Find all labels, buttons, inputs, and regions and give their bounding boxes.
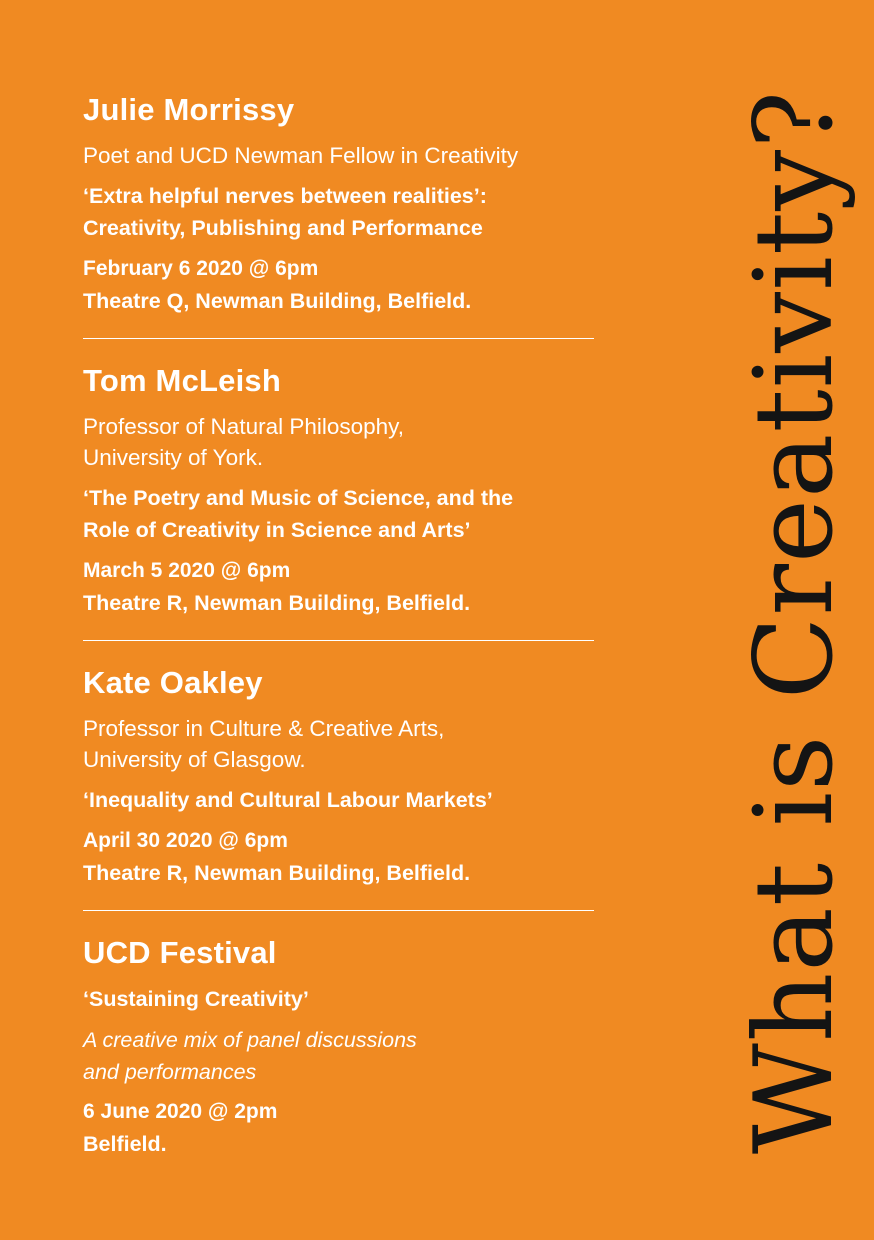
event-name: UCD Festival xyxy=(83,935,277,970)
divider xyxy=(83,910,594,911)
talk-title: ‘Sustaining Creativity’ xyxy=(83,987,309,1011)
event-date: April 30 2020 @ 6pm xyxy=(83,829,288,852)
speaker-name: Tom McLeish xyxy=(83,363,281,398)
event-description: A creative mix of panel discussions and performances xyxy=(83,1028,417,1084)
event-venue: Theatre Q, Newman Building, Belfield. xyxy=(83,289,472,313)
speaker-name: Julie Morrissy xyxy=(83,92,295,127)
event-venue: Belfield. xyxy=(83,1132,167,1156)
event-kate-oakley xyxy=(83,663,603,889)
page-title: What is Creativity? xyxy=(732,89,857,1155)
speaker-name: Kate Oakley xyxy=(83,665,263,700)
speaker-role: Poet and UCD Newman Fellow in Creativity xyxy=(83,143,519,168)
event-ucd-festival xyxy=(83,933,603,1160)
event-date: 6 June 2020 @ 2pm xyxy=(83,1100,278,1123)
speaker-role: Professor of Natural Philosophy, University of York. xyxy=(83,414,404,470)
event-venue: Theatre R, Newman Building, Belfield. xyxy=(83,861,471,885)
divider xyxy=(83,338,594,339)
talk-title: ‘Extra helpful nerves between realities’: Creativity, Publishing and Performance xyxy=(83,184,487,240)
talk-title: ‘The Poetry and Music of Science, and the Role of Creativity in Science and Arts’ xyxy=(83,486,514,542)
event-venue: Theatre R, Newman Building, Belfield. xyxy=(83,591,471,615)
event-julie-morrissy xyxy=(83,90,603,317)
divider xyxy=(83,640,594,641)
event-date: March 5 2020 @ 6pm xyxy=(83,559,291,582)
event-tom-mcleish xyxy=(83,361,603,619)
talk-title: ‘Inequality and Cultural Labour Markets’ xyxy=(83,788,493,812)
event-date: February 6 2020 @ 6pm xyxy=(83,257,319,280)
event-list xyxy=(83,90,603,1160)
speaker-role: Professor in Culture & Creative Arts, University of Glasgow. xyxy=(83,716,445,772)
